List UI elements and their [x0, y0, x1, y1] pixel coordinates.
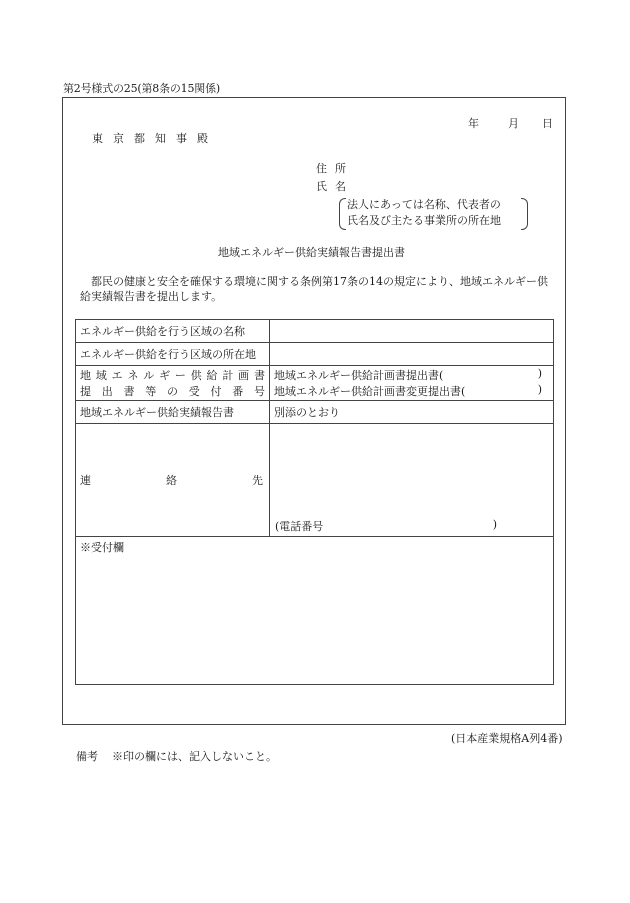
address-label: 住所 — [316, 162, 354, 175]
area-name-field[interactable] — [270, 320, 554, 343]
table-row — [76, 366, 554, 401]
spec-note: (日本産業規格A列4番) — [451, 732, 563, 745]
label-char: 連 — [80, 474, 91, 487]
label-char: ギ — [159, 369, 171, 382]
remarks-text: ※印の欄には、記入しないこと。 — [112, 750, 277, 763]
label-char: 付 — [210, 385, 222, 398]
document-title: 地域エネルギー供給実績報告書提出書 — [218, 246, 405, 259]
reception-field: ※受付欄 — [76, 537, 554, 685]
label-char: の — [167, 385, 178, 398]
date-month: 月 — [508, 117, 519, 130]
form-table — [75, 319, 554, 685]
closing-paren: ) — [537, 383, 542, 396]
area-name-label: エネルギー供給を行う区域の名称 — [76, 320, 270, 343]
table-row — [76, 320, 554, 343]
label-char: 受 — [188, 385, 200, 398]
contact-label — [76, 424, 270, 537]
label-char: 地 — [80, 369, 91, 382]
plan-receipt-label — [76, 366, 270, 401]
addressee: 東京都知事殿 — [92, 132, 218, 145]
area-location-field[interactable] — [270, 343, 554, 366]
remarks-label: 備考 — [76, 750, 98, 763]
plan-receipt-label-line1 — [80, 367, 265, 383]
date-line — [468, 115, 553, 131]
corporate-note-line1: 法人にあっては名称、代表者の — [347, 198, 501, 211]
closing-paren: ) — [537, 367, 542, 380]
plan-submission-label: 地域エネルギー供給計画書提出書( — [274, 369, 444, 382]
label-char: 書 — [253, 369, 265, 382]
contact-label-text — [80, 472, 265, 488]
label-char: 書 — [123, 385, 135, 398]
label-char: エ — [111, 369, 123, 382]
label-char: 先 — [252, 474, 263, 487]
label-char: ネ — [127, 369, 139, 382]
table-row — [76, 424, 554, 537]
name-label: 氏名 — [316, 180, 354, 193]
table-row — [76, 343, 554, 366]
plan-change-submission-label: 地域エネルギー供給計画書変更提出書( — [274, 385, 466, 398]
label-char: 出 — [101, 385, 113, 398]
contact-field[interactable] — [270, 424, 554, 537]
label-char: 絡 — [166, 474, 177, 487]
remarks — [76, 748, 277, 764]
area-location-label: エネルギー供給を行う区域の所在地 — [76, 343, 270, 366]
report-value: 別添のとおり — [270, 401, 554, 424]
label-char: 計 — [222, 369, 234, 382]
label-char: 画 — [238, 369, 250, 382]
body-text: 都民の健康と安全を確保する環境に関する条例第17条の14の規定により、地域エネルギー供給実績報告書を提出します。 — [80, 275, 548, 303]
table-row — [76, 537, 554, 685]
table-row — [76, 401, 554, 424]
plan-receipt-field[interactable] — [270, 366, 554, 401]
plan-receipt-label-line2 — [80, 383, 265, 399]
label-char: 等 — [145, 385, 157, 398]
label-char: 供 — [190, 369, 202, 382]
corporate-note-line2: 氏名及び主たる事業所の所在地 — [347, 214, 501, 227]
corporate-note — [339, 197, 528, 231]
label-char: 域 — [95, 369, 107, 382]
label-char: 号 — [254, 385, 265, 398]
date-day: 日 — [542, 117, 553, 130]
label-char: 提 — [80, 385, 91, 398]
report-label: 地域エネルギー供給実績報告書 — [76, 401, 270, 424]
label-char: 番 — [232, 385, 244, 398]
closing-paren: ) — [492, 518, 497, 531]
date-year: 年 — [468, 117, 479, 130]
phone-line — [275, 518, 497, 534]
label-char: 給 — [206, 369, 218, 382]
label-char: ル — [143, 369, 155, 382]
phone-label: (電話番号 — [275, 520, 324, 533]
form-number: 第2号様式の25(第8条の15関係) — [63, 82, 220, 95]
label-char: ー — [174, 369, 186, 382]
